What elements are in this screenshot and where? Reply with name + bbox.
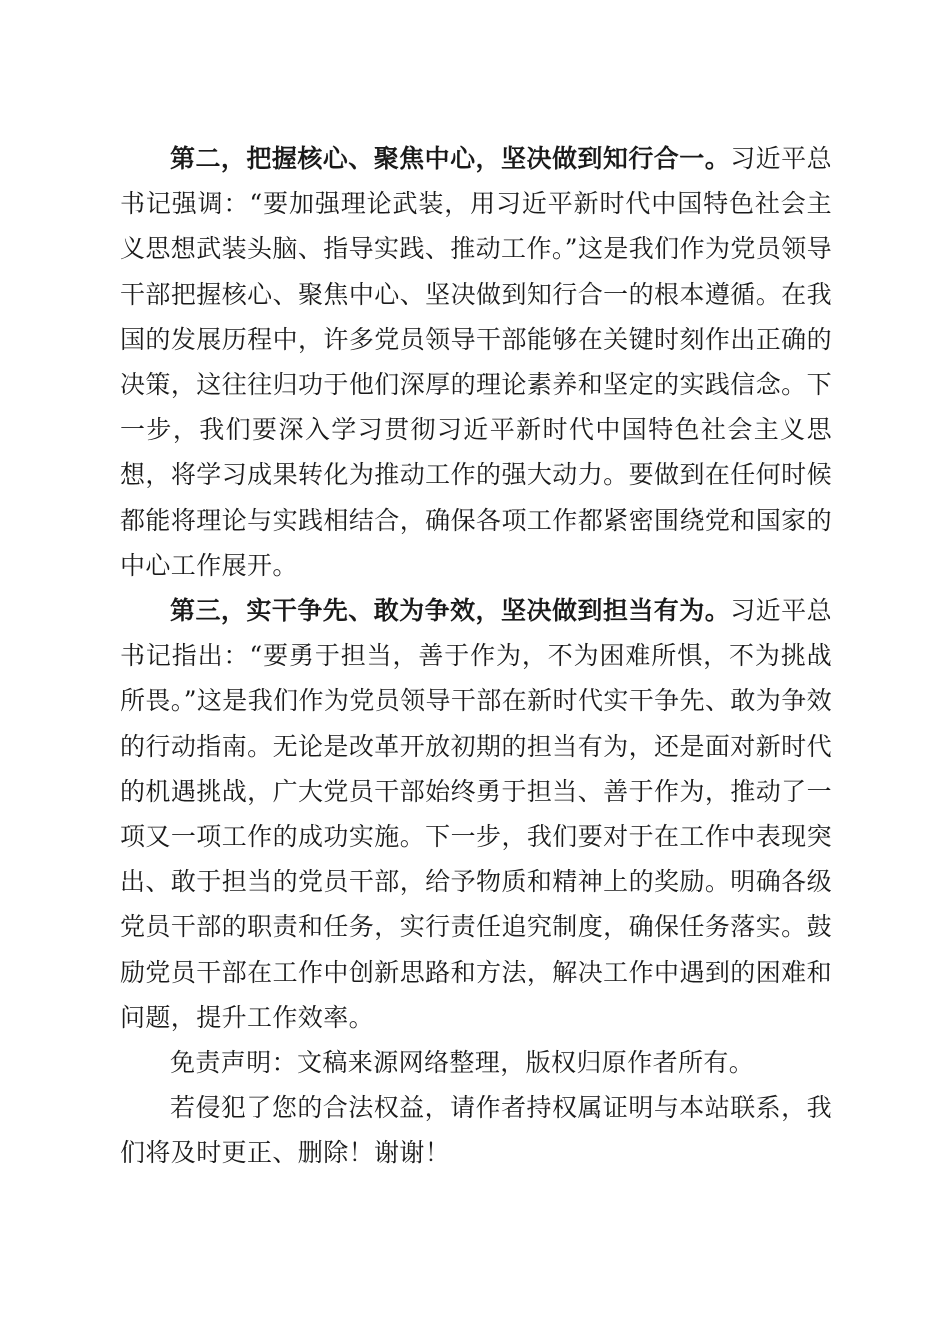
document-page (120, 136, 832, 1176)
disclaimer-line-2: 若侵犯了您的合法权益，请作者持权属证明与本站联系，我们将及时更正、删除！谢谢！ (120, 1093, 832, 1168)
paragraph-section-2 (120, 136, 832, 588)
section-2-heading: 第二，把握核心、聚焦中心，坚决做到知行合一。 (170, 144, 731, 173)
paragraph-section-3 (120, 588, 832, 1040)
section-3-heading: 第三，实干争先、敢为争效，坚决做到担当有为。 (170, 596, 731, 626)
section-3-body: 习近平总书记指出：“要勇于担当，善于作为，不为困难所惧，不为挑战所畏。”这是我们作为党员领导干部在新时代实干争先、敢为争效的行动指南。无论是改革开放初期的担当有为，还是面对新时代的机遇挑战，广大党员干部始终勇于担当、善于作为，推动了一项又一项工作的成功实施。下一步，我们要对于在工作中表现突出、敢于担当的党员干部，给予物质和精神上的奖励。明确各级党员干部的职责和任务，实行责任追究制度，确保任务落实。鼓励党员干部在工作中创新思路和方法，解决工作中遇到的困难和问题，提升工作效率。 (120, 596, 832, 1032)
section-2-body: 习近平总书记强调：“要加强理论武装，用习近平新时代中国特色社会主义思想武装头脑、指导实践、推动工作。”这是我们作为党员领导干部把握核心、聚焦中心、坚决做到知行合一的根本遵循。在我国的发展历程中，许多党员领导干部能够在关键时刻作出正确的决策，这往往归功于他们深厚的理论素养和坚定的实践信念。下一步，我们要深入学习贯彻习近平新时代中国特色社会主义思想，将学习成果转化为推动工作的强大动力。要做到在任何时候都能将理论与实践相结合，确保各项工作都紧密围绕党和国家的中心工作展开。 (120, 144, 832, 580)
disclaimer-line-1: 免责声明：文稿来源网络整理，版权归原作者所有。 (170, 1048, 755, 1078)
